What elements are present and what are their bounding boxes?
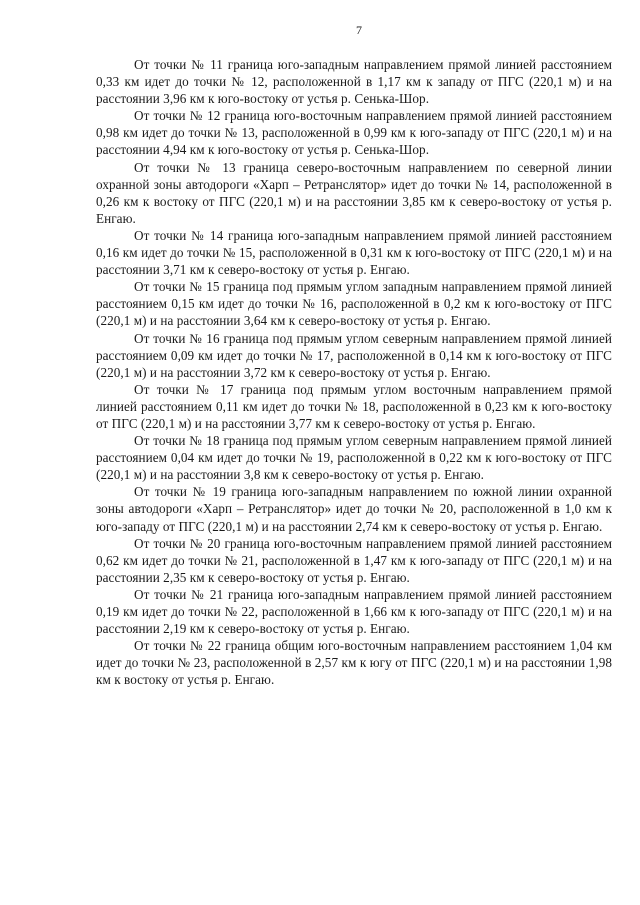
document-page [96,22,612,688]
paragraph-point-16: От точки № 16 граница под прямым углом северным направлением прямой линией расстоянием 0,09 км идет до точки № 17, расположенной в 0,14 км к юго-востоку от ПГС (220,1 м) и на расстоянии 3,72 км к северо-востоку от устья р. Енгаю. [96,330,612,380]
paragraph-point-18: От точки № 18 граница под прямым углом северным направлением прямой линией расстоянием 0,04 км идет до точки № 19, расположенной в 0,22 км к юго-востоку от ПГС (220,1 м) и на расстоянии 3,8 км к северо-востоку от устья р. Енгаю. [96,433,612,483]
page-number: 7 [356,23,362,37]
paragraph-point-15: От точки № 15 граница под прямым углом западным направлением прямой линией расстоянием 0,15 км идет до точки № 16, расположенной в 0,2 км к юго-востоку от ПГС (220,1 м) и на расстоянии 3,64 км к северо-востоку от устья р. Енгаю. [96,279,612,329]
paragraph-point-17: От точки № 17 граница под прямым углом восточным направлением прямой линией расстоянием 0,11 км идет до точки № 18, расположенной в 0,23 км к юго-востоку от ПГС (220,1 м) и на расстоянии 3,77 км к северо-востоку от устья р. Енгаю. [96,381,612,431]
paragraph-point-11: От точки № 11 граница юго-западным направлением прямой линией расстоянием 0,33 км идет до точки № 12, расположенной в 1,17 км к западу от ПГС (220,1 м) и на расстоянии 3,96 км к юго-востоку от устья р. Сенька-Шор. [96,57,612,107]
paragraph-point-22: От точки № 22 граница общим юго-восточным направлением расстоянием 1,04 км идет до точки № 23, расположенной в 2,57 км к югу от ПГС (220,1 м) и на расстоянии 1,98 км к востоку от устья р. Енгаю. [96,638,612,688]
paragraph-point-13: От точки № 13 граница северо-восточным направлением по северной линии охранной зоны автодороги «Харп – Ретранслятор» идет до точки № 14, расположенной в 0,26 км к востоку от ПГС (220,1 м) и на расстоянии 3,85 км к северо-востоку от устья р. Енгаю. [96,159,612,226]
paragraph-point-19: От точки № 19 граница юго-западным направлением по южной линии охранной зоны автодороги «Харп – Ретранслятор» идет до точки № 20, расположенной в 1,0 км к юго-западу от ПГС (220,1 м) и на расстоянии 2,74 км к северо-востоку от устья р. Енгаю. [96,484,612,534]
paragraph-point-20: От точки № 20 граница юго-восточным направлением прямой линией расстоянием 0,62 км идет до точки № 21, расположенной в 1,47 км к юго-западу от ПГС (220,1 м) и на расстоянии 2,35 км к северо-востоку от устья р. Енгаю. [96,535,612,585]
paragraph-point-12: От точки № 12 граница юго-восточным направлением прямой линией расстоянием 0,98 км идет до точки № 13, расположенной в 0,99 км к юго-западу от ПГС (220,1 м) и на расстоянии 4,94 км к юго-востоку от устья р. Сенька-Шор. [96,108,612,158]
paragraph-point-21: От точки № 21 граница юго-западным направлением прямой линией расстоянием 0,19 км идет до точки № 22, расположенной в 1,66 км к юго-западу от ПГС (220,1 м) и на расстоянии 2,19 км к северо-востоку от устья р. Енгаю. [96,586,612,637]
paragraph-point-14: От точки № 14 граница юго-западным направлением прямой линией расстоянием 0,16 км идет до точки № 15, расположенной в 0,31 км к юго-востоку от ПГС (220,1 м) и на расстоянии 3,71 км к северо-востоку от устья р. Енгаю. [96,227,612,278]
